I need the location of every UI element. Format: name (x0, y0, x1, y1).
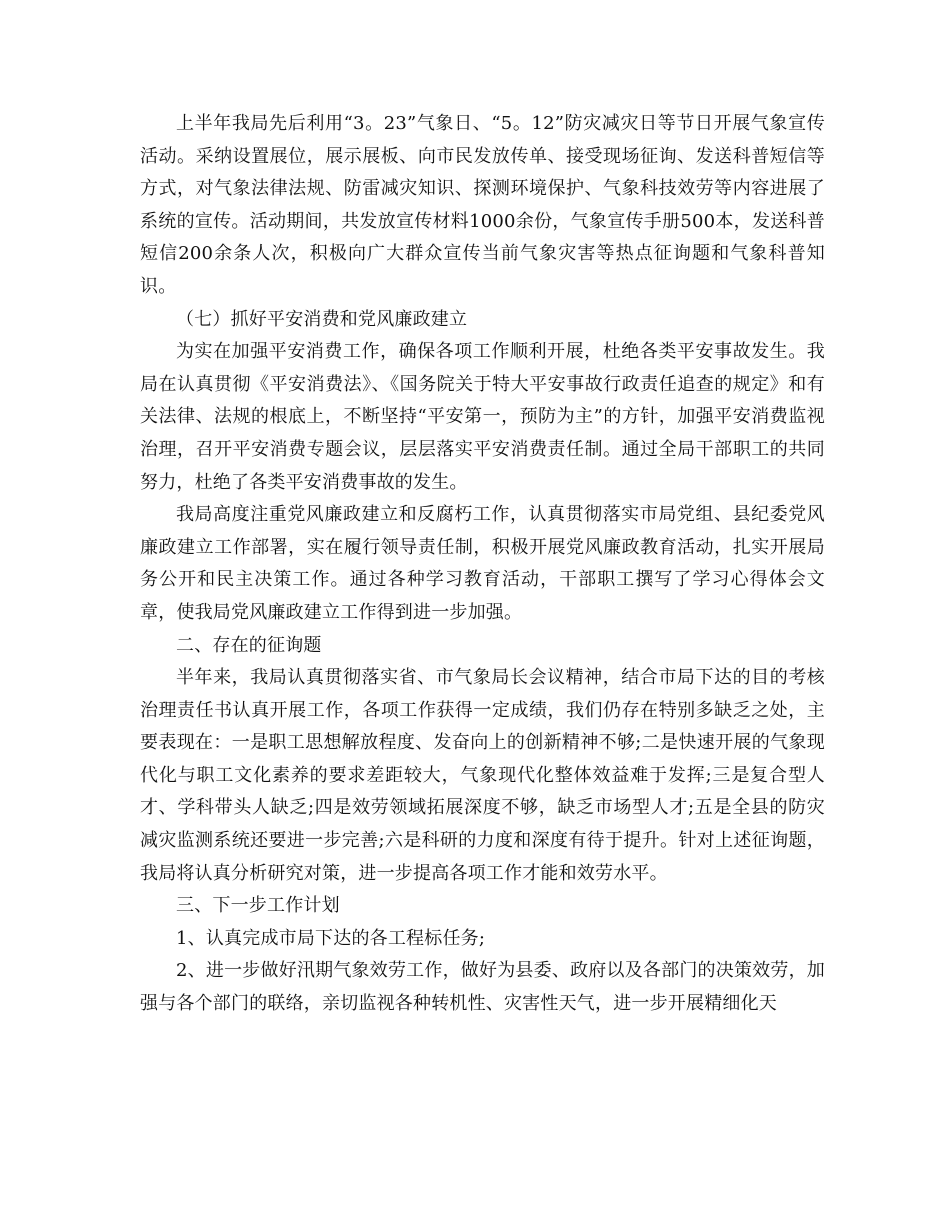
plan-item-2: 2、进一步做好汛期气象效劳工作，做好为县委、政府以及各部门的决策效劳，加强与各个部门的联络，亲切监视各种转机性、灾害性天气，进一步开展精细化天 (140, 960, 825, 1015)
section-heading-safety: （七）抓好平安消费和党风廉政建立 (176, 308, 468, 330)
plan-item-1: 1、认真完成市局下达的各工程标任务; (176, 927, 486, 949)
section-heading-problems: 二、存在的征询题 (176, 634, 322, 656)
section-heading-plan: 三、下一步工作计划 (176, 895, 340, 917)
paragraph-safety: 为实在加强平安消费工作，确保各项工作顺利开展，杜绝各类平安事故发生。我局在认真贯彻《平安消费法》、《国务院关于特大平安事故行政责任追查的规定》和有关法律、法规的根底上，不断坚持“平安第一，预防为主”的方针，加强平安消费监视治理，召开平安消费专题会议，层层落实平安消费责任制。通过全局干部职工的共同努力，杜绝了各类平安消费事故的发生。 (140, 341, 825, 493)
paragraph-publicity: 上半年我局先后利用“3。23”气象日、“5。12”防灾减灾日等节日开展气象宣传活动。采纳设置展位，展示展板、向市民发放传单、接受现场征询、发送科普短信等方式，对气象法律法规、防雷减灾知识、探测环境保护、气象科技效劳等内容进展了系统的宣传。活动期间，共发放宣传材料1000余份，气象宣传手册500本，发送科普短信200余条人次，积极向广大群众宣传当前气象灾害等热点征询题和气象科普知识。 (140, 113, 825, 297)
paragraph-integrity: 我局高度注重党风廉政建立和反腐朽工作，认真贯彻落实市局党组、县纪委党风廉政建立工作部署，实在履行领导责任制，积极开展党风廉政教育活动，扎实开展局务公开和民主决策工作。通过各种学习教育活动，干部职工撰写了学习心得体会文章，使我局党风廉政建立工作得到进一步加强。 (140, 504, 825, 623)
paragraph-problems: 半年来，我局认真贯彻落实省、市气象局长会议精神，结合市局下达的目的考核治理责任书认真开展工作，各项工作获得一定成绩，我们仍存在特别多缺乏之处，主要表现在：一是职工思想解放程度、发奋向上的创新精神不够;二是快速开展的气象现代化与职工文化素养的要求差距较大，气象现代化整体效益难于发挥;三是复合型人才、学科带头人缺乏;四是效劳领域拓展深度不够，缺乏市场型人才;五是全县的防灾减灾监测系统还要进一步完善;六是科研的力度和深度有待于提升。针对上述征询题，我局将认真分析研究对策，进一步提高各项工作才能和效劳水平。 (140, 667, 825, 884)
document-page (140, 108, 825, 1021)
